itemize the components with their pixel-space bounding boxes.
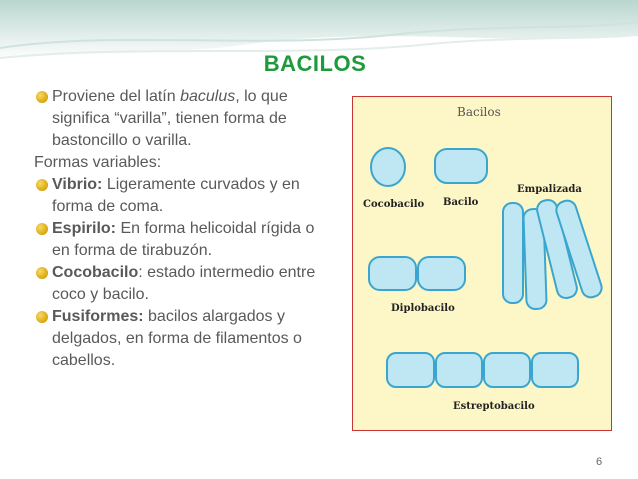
bacilo-cell: [435, 149, 487, 183]
bullet-fusiformes: Fusiformes: bacilos alargados y delgados, en forma de filamentos o cabellos.: [34, 306, 334, 372]
label-cocobacilo: Cocobacilo: [363, 199, 425, 210]
label-empalizada: Empalizada: [517, 184, 582, 195]
label-estreptobacilo: Estreptobacilo: [453, 401, 535, 412]
cocobacilo-cell: [371, 148, 405, 186]
empalizada-cell: [503, 203, 523, 303]
bullet-espirilo: Espirilo: En forma helicoidal rígida o en forma de tirabuzón.: [34, 218, 334, 262]
diplobacilo-cell: [418, 257, 465, 290]
bullet-icon: [36, 179, 48, 191]
bacilos-figure: [352, 96, 612, 431]
bullet-proviene: Proviene del latín baculus, lo que significa “varilla”, tienen forma de bastoncillo o varilla.: [34, 86, 334, 152]
estreptobacilo-cell: [436, 353, 482, 387]
slide-title: BACILOS: [263, 51, 367, 76]
slide-number: 6: [596, 456, 603, 468]
label-diplobacilo: Diplobacilo: [391, 303, 455, 314]
diplobacilo-cell: [369, 257, 416, 290]
bullet-icon: [36, 223, 48, 235]
estreptobacilo-cell: [532, 353, 578, 387]
bacilos-diagram: [353, 97, 611, 430]
figure-title: Bacilos: [457, 105, 501, 119]
bullet-icon: [36, 267, 48, 279]
bullet-cocobacilo: Cocobacilo: estado intermedio entre coco y bacilo.: [34, 262, 334, 306]
formas-heading: Formas variables:: [34, 154, 162, 171]
estreptobacilo-cell: [484, 353, 530, 387]
bullet-icon: [36, 91, 48, 103]
label-bacilo: Bacilo: [443, 197, 479, 208]
estreptobacilo-cell: [387, 353, 434, 387]
bullet-vibrio: Vibrio: Ligeramente curvados y en forma de coma.: [34, 174, 334, 218]
bullet-icon: [36, 311, 48, 323]
slide-body: [34, 86, 334, 372]
